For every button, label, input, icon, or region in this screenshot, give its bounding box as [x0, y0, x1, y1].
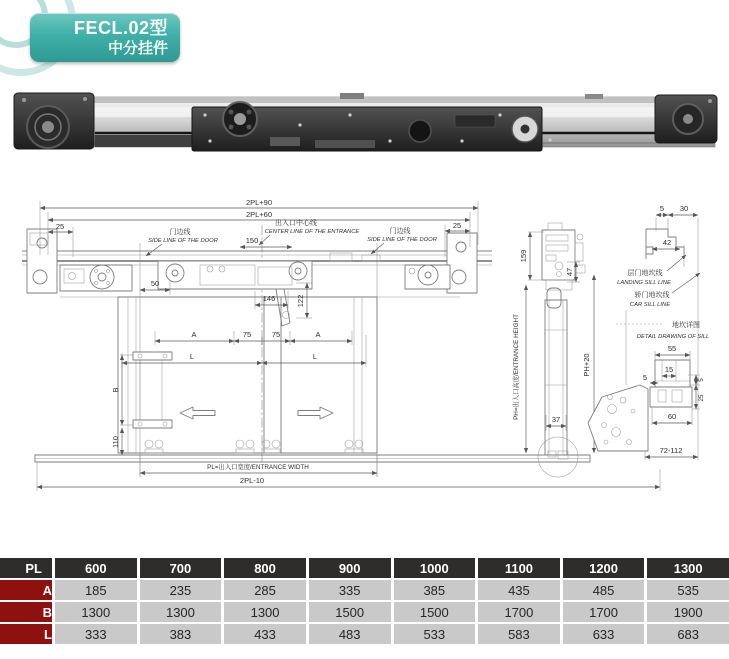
table-cell: 185 [55, 580, 137, 600]
center-line-label-cn: 出入口中心线 [275, 220, 317, 227]
dim-5-sill: 5 [659, 204, 665, 213]
dim-50: 50 [150, 279, 160, 288]
table-row-b [0, 602, 729, 622]
dim-146: 146 [262, 294, 276, 303]
landing-sill-label-en: LANDING SILL LINE [617, 280, 671, 286]
dim-75-right: 75 [271, 330, 281, 339]
dim-42: 42 [662, 238, 672, 247]
table-header-1100: 1100 [478, 558, 560, 578]
door-line-right-label-en: SIDE LINE OF THE DOOR [367, 237, 437, 243]
table-cell: 633 [563, 624, 645, 644]
dim-75-left: 75 [242, 330, 252, 339]
dim-2pl60: 2PL+60 [245, 210, 273, 219]
table-cell: 1300 [224, 602, 306, 622]
sill-detail-title-cn: 地坎详图 [672, 322, 700, 329]
table-row-label: B [0, 602, 52, 622]
dim-a-left: A [191, 330, 197, 339]
table-cell: 1700 [563, 602, 645, 622]
table-header-600: 600 [55, 558, 137, 578]
table-cell: 535 [647, 580, 729, 600]
table-cell: 335 [309, 580, 391, 600]
dim-l-right: L [312, 352, 318, 361]
table-cell: 383 [140, 624, 222, 644]
table-header-1300: 1300 [647, 558, 729, 578]
dim-55: 55 [667, 344, 677, 353]
car-sill-label-en: CAR SILL LINE [629, 302, 671, 308]
table-cell: 1300 [140, 602, 222, 622]
dim-entrance-height: PH=出入口高度/ENTRANCE HEIGHT [513, 314, 520, 420]
dim-60: 60 [667, 412, 677, 421]
table-cell: 533 [394, 624, 476, 644]
dim-122: 122 [296, 294, 305, 308]
table-row-a [0, 580, 729, 600]
table-header-pl: PL [0, 558, 52, 578]
table-cell: 333 [55, 624, 137, 644]
product-photo [0, 85, 729, 157]
table-header-800: 800 [224, 558, 306, 578]
table-header-700: 700 [140, 558, 222, 578]
dim-159: 159 [519, 249, 528, 263]
table-header-900: 900 [309, 558, 391, 578]
table-row-label: A [0, 580, 52, 600]
dim-b: B [111, 387, 120, 393]
model-badge [30, 13, 180, 62]
door-motion-arrow-right [298, 407, 333, 419]
table-cell: 1700 [478, 602, 560, 622]
table-cell: 285 [224, 580, 306, 600]
dim-30: 30 [679, 204, 689, 213]
table-cell: 583 [478, 624, 560, 644]
car-sill-label-cn: 轿门地坎线 [634, 292, 670, 299]
dim-entrance-width: PL=出入口宽度/ENTRANCE WIDTH [207, 464, 309, 471]
table-cell: 385 [394, 580, 476, 600]
landing-sill-label-cn: 层门地坎线 [627, 270, 663, 277]
table-header-1000: 1000 [394, 558, 476, 578]
dim-ph20: PH+20 [582, 353, 591, 377]
door-motion-arrow-left [180, 407, 215, 419]
table-cell: 1500 [394, 602, 476, 622]
dim-5-left: 5 [642, 373, 648, 382]
dim-47: 47 [565, 267, 574, 277]
spec-table [0, 556, 729, 646]
dim-2pl90: 2PL+90 [245, 198, 273, 207]
table-cell: 235 [140, 580, 222, 600]
technical-drawing [0, 185, 729, 557]
model-type: 中分挂件 [107, 40, 168, 57]
side-view [511, 223, 594, 477]
sill-section-detail [588, 310, 705, 460]
dim-72-112: 72-112 [659, 446, 683, 455]
dim-150: 150 [245, 236, 259, 245]
dim-15: 15 [664, 365, 674, 374]
dim-25: 25 [698, 394, 705, 402]
dim-5-right: 5 [698, 378, 705, 382]
door-line-left-label-cn: 门边线 [169, 229, 191, 236]
table-header-1200: 1200 [563, 558, 645, 578]
door-line-left-label-en: SIDE LINE OF THE DOOR [148, 238, 218, 244]
table-header-row [0, 558, 729, 578]
table-cell: 435 [478, 580, 560, 600]
dim-l-left: L [189, 352, 195, 361]
sill-detail-title-en: DETAIL DRAWING OF SILL [636, 334, 710, 340]
dim-110: 110 [111, 436, 120, 448]
table-row-label: L [0, 624, 52, 644]
dim-2pl10: 2PL-10 [239, 476, 265, 485]
table-cell: 433 [224, 624, 306, 644]
dim-25-left: 25 [55, 222, 65, 231]
table-cell: 485 [563, 580, 645, 600]
table-cell: 1500 [309, 602, 391, 622]
model-name: FECL.02型 [73, 18, 168, 38]
dim-a-right: A [315, 330, 321, 339]
table-cell: 483 [309, 624, 391, 644]
table-row-l [0, 624, 729, 644]
center-line-label-en: CENTER LINE OF THE ENTRANCE [264, 229, 360, 235]
dim-37: 37 [551, 415, 561, 424]
door-line-right-label-cn: 门边线 [389, 228, 411, 235]
table-cell: 1900 [647, 602, 729, 622]
door-operator-rail [14, 93, 717, 151]
table-cell: 683 [647, 624, 729, 644]
dim-25-right: 25 [452, 221, 462, 230]
table-cell: 1300 [55, 602, 137, 622]
